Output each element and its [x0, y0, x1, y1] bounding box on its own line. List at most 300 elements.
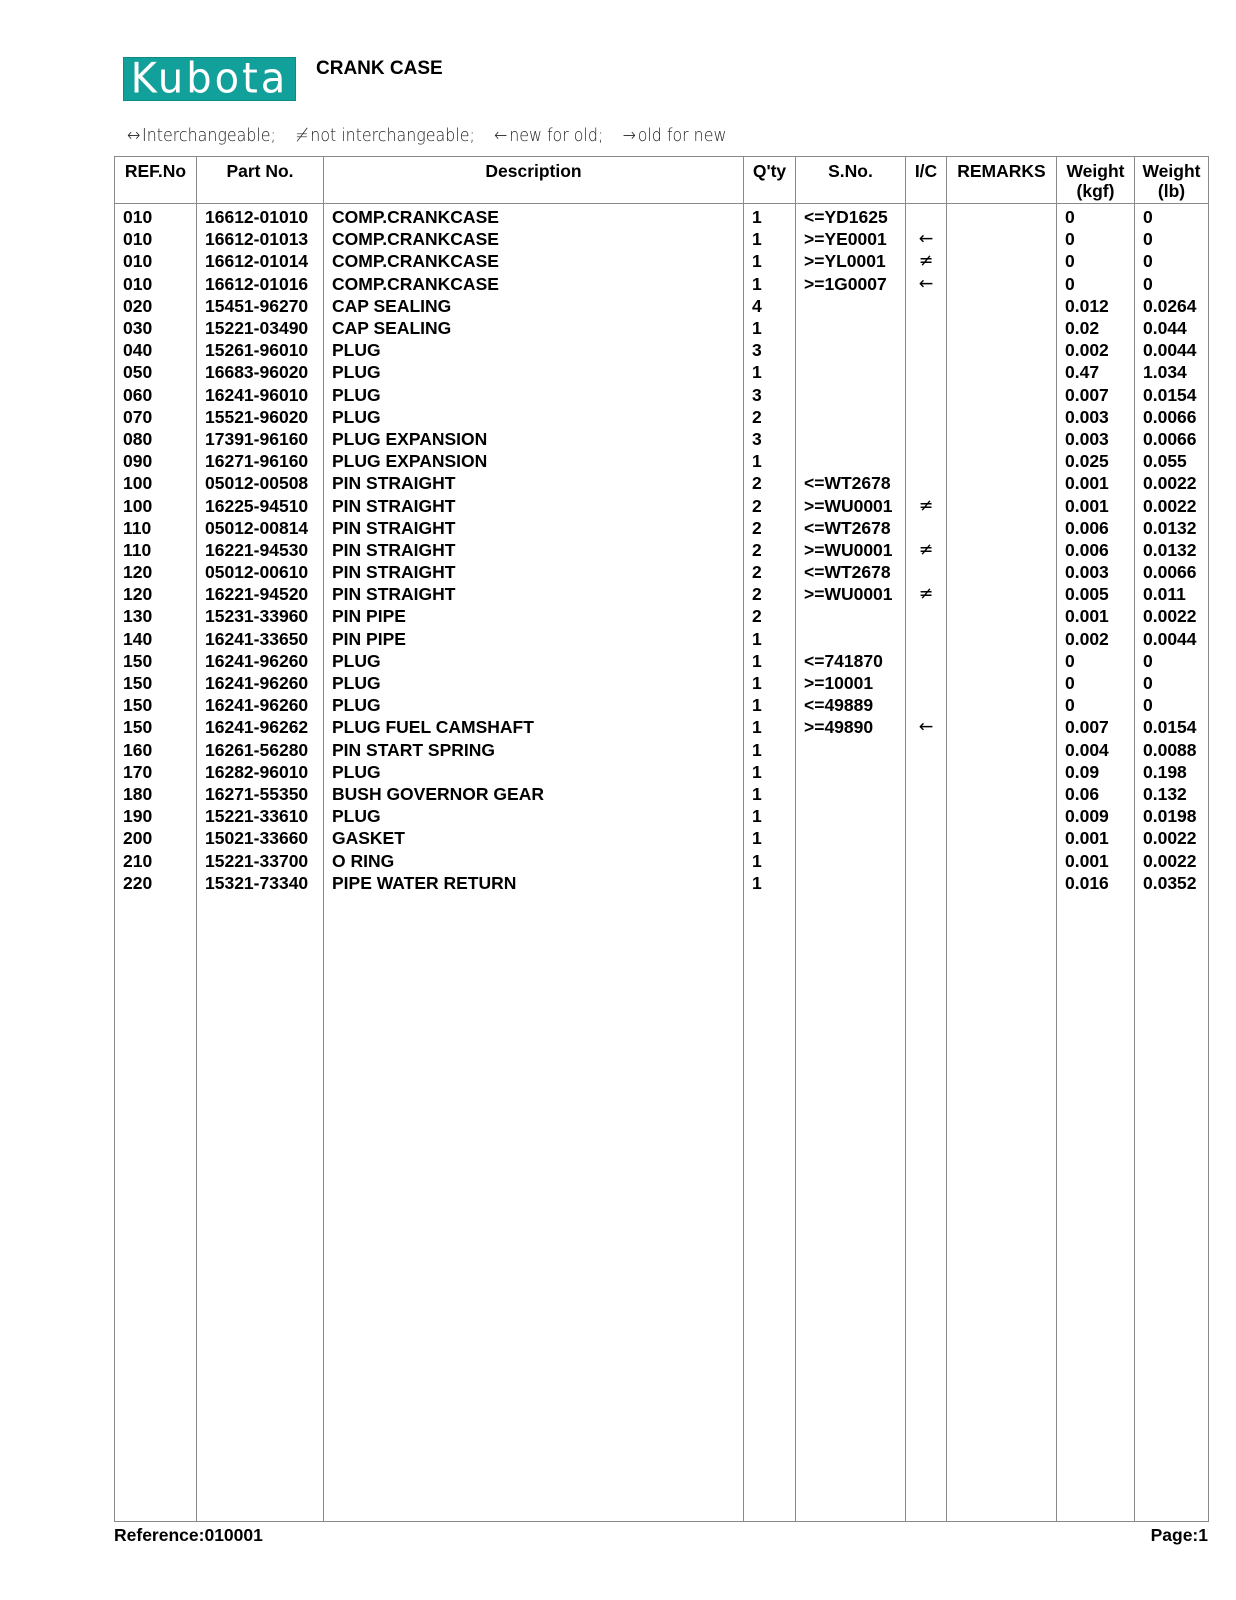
cell-part-no: 16221-94520 — [197, 583, 324, 605]
cell-weight-kgf: 0 — [1057, 273, 1135, 295]
legend-text: Interchangeable; — [142, 125, 276, 146]
col-weight-kgf: Weight (kgf) — [1057, 157, 1135, 204]
cell-weight-lb: 0 — [1135, 650, 1209, 672]
table-row — [115, 672, 1209, 694]
logo-text: Kubota — [130, 54, 289, 104]
cell-part-no: 16241-96260 — [197, 650, 324, 672]
cell-weight-lb: 0.055 — [1135, 450, 1209, 472]
cell-weight-lb: 0 — [1135, 228, 1209, 250]
cell-qty: 1 — [744, 849, 796, 871]
cell-ref-no: 160 — [115, 739, 197, 761]
table-row — [115, 650, 1209, 672]
cell-weight-kgf: 0 — [1057, 228, 1135, 250]
cell-qty: 1 — [744, 761, 796, 783]
cell-qty: 2 — [744, 583, 796, 605]
cell-remarks — [947, 317, 1057, 339]
cell-remarks — [947, 672, 1057, 694]
cell-remarks — [947, 450, 1057, 472]
cell-weight-lb: 1.034 — [1135, 361, 1209, 383]
cell-ic — [906, 317, 947, 339]
cell-ic — [906, 384, 947, 406]
page-number: Page:1 — [1150, 1525, 1208, 1545]
cell-description: PIN STRAIGHT — [324, 539, 744, 561]
cell-serial-no — [796, 827, 906, 849]
cell-ref-no: 100 — [115, 472, 197, 494]
cell-weight-kgf: 0.006 — [1057, 517, 1135, 539]
table-row — [115, 450, 1209, 472]
cell-weight-lb: 0.0132 — [1135, 517, 1209, 539]
cell-description: BUSH GOVERNOR GEAR — [324, 783, 744, 805]
legend-symbol-icon: ↔ — [127, 125, 141, 146]
cell-remarks — [947, 539, 1057, 561]
cell-ic: ≠ — [906, 583, 947, 605]
cell-qty: 1 — [744, 228, 796, 250]
cell-ic — [906, 561, 947, 583]
cell-remarks — [947, 628, 1057, 650]
cell-weight-kgf: 0.016 — [1057, 872, 1135, 894]
cell-remarks — [947, 428, 1057, 450]
filler-cell — [1057, 894, 1135, 1522]
cell-description: PLUG — [324, 361, 744, 383]
cell-qty: 1 — [744, 317, 796, 339]
cell-description: PIN STRAIGHT — [324, 472, 744, 494]
cell-qty: 4 — [744, 295, 796, 317]
cell-description: PLUG — [324, 672, 744, 694]
cell-remarks — [947, 849, 1057, 871]
cell-ref-no: 020 — [115, 295, 197, 317]
table-row — [115, 494, 1209, 516]
cell-remarks — [947, 650, 1057, 672]
cell-weight-kgf: 0 — [1057, 204, 1135, 229]
table-row — [115, 361, 1209, 383]
cell-ic — [906, 295, 947, 317]
cell-qty: 3 — [744, 428, 796, 450]
cell-ref-no: 090 — [115, 450, 197, 472]
reference-number: Reference:010001 — [114, 1525, 263, 1545]
cell-serial-no: >=WU0001 — [796, 539, 906, 561]
cell-remarks — [947, 361, 1057, 383]
parts-table-body — [115, 204, 1209, 1522]
cell-qty: 1 — [744, 783, 796, 805]
cell-weight-kgf: 0.002 — [1057, 628, 1135, 650]
table-row — [115, 204, 1209, 229]
filler-cell — [906, 894, 947, 1522]
cell-weight-kgf: 0.002 — [1057, 339, 1135, 361]
col-ref-no: REF.No — [115, 157, 197, 204]
cell-weight-lb: 0 — [1135, 694, 1209, 716]
cell-description: PIN START SPRING — [324, 739, 744, 761]
table-row — [115, 295, 1209, 317]
cell-qty: 3 — [744, 339, 796, 361]
cell-weight-lb: 0.0132 — [1135, 539, 1209, 561]
cell-weight-lb: 0.0022 — [1135, 827, 1209, 849]
table-row — [115, 805, 1209, 827]
cell-remarks — [947, 605, 1057, 627]
cell-part-no: 16241-96260 — [197, 694, 324, 716]
cell-ref-no: 140 — [115, 628, 197, 650]
table-row — [115, 472, 1209, 494]
col-description: Description — [324, 157, 744, 204]
cell-remarks — [947, 384, 1057, 406]
cell-description: PIN STRAIGHT — [324, 517, 744, 539]
cell-weight-lb: 0.0264 — [1135, 295, 1209, 317]
cell-description: PLUG EXPANSION — [324, 450, 744, 472]
table-row — [115, 317, 1209, 339]
col-part-no: Part No. — [197, 157, 324, 204]
cell-serial-no — [796, 605, 906, 627]
cell-ref-no: 100 — [115, 494, 197, 516]
cell-weight-kgf: 0.007 — [1057, 716, 1135, 738]
cell-weight-lb: 0 — [1135, 204, 1209, 229]
cell-serial-no — [796, 628, 906, 650]
table-row — [115, 872, 1209, 894]
cell-ic — [906, 204, 947, 229]
cell-weight-kgf: 0.47 — [1057, 361, 1135, 383]
cell-weight-kgf: 0.02 — [1057, 317, 1135, 339]
cell-qty: 1 — [744, 450, 796, 472]
cell-serial-no: <=WT2678 — [796, 517, 906, 539]
cell-description: PIN STRAIGHT — [324, 561, 744, 583]
cell-remarks — [947, 295, 1057, 317]
legend-text: not interchangeable; — [310, 125, 475, 146]
cell-weight-lb: 0.0154 — [1135, 384, 1209, 406]
cell-part-no: 16241-33650 — [197, 628, 324, 650]
cell-ref-no: 150 — [115, 650, 197, 672]
cell-part-no: 05012-00508 — [197, 472, 324, 494]
cell-serial-no — [796, 872, 906, 894]
cell-ic — [906, 517, 947, 539]
cell-ref-no: 200 — [115, 827, 197, 849]
cell-serial-no: <=YD1625 — [796, 204, 906, 229]
cell-qty: 1 — [744, 739, 796, 761]
table-row — [115, 716, 1209, 738]
cell-ref-no: 170 — [115, 761, 197, 783]
cell-ic — [906, 472, 947, 494]
table-row — [115, 228, 1209, 250]
parts-table — [114, 156, 1209, 1522]
cell-serial-no: >=WU0001 — [796, 494, 906, 516]
cell-remarks — [947, 472, 1057, 494]
cell-weight-kgf: 0.012 — [1057, 295, 1135, 317]
cell-weight-lb: 0.0066 — [1135, 561, 1209, 583]
cell-weight-kgf: 0.009 — [1057, 805, 1135, 827]
cell-remarks — [947, 273, 1057, 295]
cell-part-no: 05012-00814 — [197, 517, 324, 539]
cell-ic: ≠ — [906, 539, 947, 561]
cell-weight-lb: 0 — [1135, 273, 1209, 295]
cell-part-no: 16612-01010 — [197, 204, 324, 229]
cell-serial-no: >=YL0001 — [796, 250, 906, 272]
cell-part-no: 16612-01016 — [197, 273, 324, 295]
cell-weight-lb: 0.132 — [1135, 783, 1209, 805]
cell-weight-kgf: 0.001 — [1057, 472, 1135, 494]
cell-remarks — [947, 716, 1057, 738]
cell-qty: 1 — [744, 716, 796, 738]
cell-ref-no: 110 — [115, 539, 197, 561]
cell-description: PIN STRAIGHT — [324, 494, 744, 516]
cell-ref-no: 050 — [115, 361, 197, 383]
cell-description: PLUG — [324, 761, 744, 783]
table-row — [115, 273, 1209, 295]
cell-weight-kgf: 0.001 — [1057, 494, 1135, 516]
cell-serial-no: <=49889 — [796, 694, 906, 716]
cell-weight-kgf: 0.005 — [1057, 583, 1135, 605]
cell-remarks — [947, 739, 1057, 761]
table-row — [115, 605, 1209, 627]
cell-weight-kgf: 0.001 — [1057, 827, 1135, 849]
cell-remarks — [947, 805, 1057, 827]
cell-weight-lb: 0 — [1135, 672, 1209, 694]
cell-weight-lb: 0 — [1135, 250, 1209, 272]
filler-cell — [947, 894, 1057, 1522]
cell-description: PLUG — [324, 805, 744, 827]
filler-cell — [1135, 894, 1209, 1522]
cell-ref-no: 150 — [115, 716, 197, 738]
cell-serial-no — [796, 761, 906, 783]
table-row — [115, 739, 1209, 761]
cell-ref-no: 110 — [115, 517, 197, 539]
cell-ref-no: 130 — [115, 605, 197, 627]
cell-qty: 2 — [744, 517, 796, 539]
cell-weight-kgf: 0 — [1057, 650, 1135, 672]
cell-ic — [906, 872, 947, 894]
cell-weight-kgf: 0.001 — [1057, 849, 1135, 871]
cell-ic: ← — [906, 228, 947, 250]
cell-serial-no — [796, 361, 906, 383]
cell-weight-lb: 0.0352 — [1135, 872, 1209, 894]
legend-symbol-icon: ≠ — [295, 125, 309, 146]
col-ic: I/C — [906, 157, 947, 204]
cell-weight-kgf: 0 — [1057, 694, 1135, 716]
cell-ic — [906, 672, 947, 694]
cell-ic — [906, 361, 947, 383]
cell-qty: 2 — [744, 605, 796, 627]
cell-remarks — [947, 517, 1057, 539]
cell-serial-no — [796, 384, 906, 406]
cell-qty: 1 — [744, 361, 796, 383]
cell-ic: ≠ — [906, 250, 947, 272]
cell-ref-no: 010 — [115, 204, 197, 229]
cell-remarks — [947, 561, 1057, 583]
legend — [127, 125, 746, 146]
cell-description: COMP.CRANKCASE — [324, 250, 744, 272]
cell-remarks — [947, 250, 1057, 272]
cell-remarks — [947, 783, 1057, 805]
cell-ref-no: 040 — [115, 339, 197, 361]
cell-weight-lb: 0.0154 — [1135, 716, 1209, 738]
col-serial-no: S.No. — [796, 157, 906, 204]
cell-part-no: 16271-96160 — [197, 450, 324, 472]
cell-qty: 1 — [744, 805, 796, 827]
cell-ic — [906, 605, 947, 627]
cell-remarks — [947, 494, 1057, 516]
cell-weight-kgf: 0 — [1057, 250, 1135, 272]
cell-description: O RING — [324, 849, 744, 871]
col-weight-lb: Weight (lb) — [1135, 157, 1209, 204]
table-header-row — [115, 157, 1209, 204]
cell-qty: 2 — [744, 494, 796, 516]
table-row — [115, 783, 1209, 805]
cell-ic — [906, 406, 947, 428]
table-row — [115, 250, 1209, 272]
table-row — [115, 694, 1209, 716]
cell-ref-no: 010 — [115, 228, 197, 250]
cell-part-no: 15231-33960 — [197, 605, 324, 627]
cell-weight-kgf: 0.06 — [1057, 783, 1135, 805]
cell-part-no: 16241-96262 — [197, 716, 324, 738]
cell-qty: 1 — [744, 628, 796, 650]
cell-serial-no — [796, 428, 906, 450]
cell-description: PLUG — [324, 694, 744, 716]
cell-qty: 1 — [744, 273, 796, 295]
cell-ic — [906, 628, 947, 650]
cell-weight-kgf: 0.004 — [1057, 739, 1135, 761]
cell-weight-lb: 0.0066 — [1135, 428, 1209, 450]
cell-serial-no — [796, 450, 906, 472]
cell-description: GASKET — [324, 827, 744, 849]
cell-part-no: 17391-96160 — [197, 428, 324, 450]
cell-serial-no: >=49890 — [796, 716, 906, 738]
cell-weight-kgf: 0.003 — [1057, 428, 1135, 450]
cell-qty: 2 — [744, 406, 796, 428]
cell-serial-no — [796, 783, 906, 805]
cell-remarks — [947, 827, 1057, 849]
cell-qty: 1 — [744, 672, 796, 694]
cell-serial-no: <=WT2678 — [796, 472, 906, 494]
table-row — [115, 827, 1209, 849]
legend-item — [127, 125, 276, 146]
cell-part-no: 16221-94530 — [197, 539, 324, 561]
cell-serial-no: >=WU0001 — [796, 583, 906, 605]
cell-ref-no: 120 — [115, 561, 197, 583]
cell-remarks — [947, 406, 1057, 428]
legend-symbol-icon: ← — [494, 125, 508, 146]
legend-symbol-icon: → — [622, 125, 636, 146]
cell-weight-lb: 0.0066 — [1135, 406, 1209, 428]
cell-weight-kgf: 0.09 — [1057, 761, 1135, 783]
cell-weight-kgf: 0 — [1057, 672, 1135, 694]
filler-cell — [324, 894, 744, 1522]
cell-ref-no: 120 — [115, 583, 197, 605]
cell-qty: 1 — [744, 827, 796, 849]
cell-description: CAP SEALING — [324, 295, 744, 317]
page-title: CRANK CASE — [316, 58, 443, 79]
cell-weight-lb: 0.0044 — [1135, 628, 1209, 650]
cell-description: PLUG — [324, 384, 744, 406]
cell-qty: 1 — [744, 204, 796, 229]
cell-serial-no: >=1G0007 — [796, 273, 906, 295]
cell-part-no: 15521-96020 — [197, 406, 324, 428]
cell-weight-kgf: 0.006 — [1057, 539, 1135, 561]
table-row — [115, 406, 1209, 428]
cell-part-no: 16225-94510 — [197, 494, 324, 516]
filler-cell — [197, 894, 324, 1522]
cell-ic — [906, 761, 947, 783]
cell-qty: 1 — [744, 694, 796, 716]
cell-serial-no — [796, 317, 906, 339]
cell-description: COMP.CRANKCASE — [324, 273, 744, 295]
cell-remarks — [947, 694, 1057, 716]
table-row — [115, 583, 1209, 605]
cell-ic — [906, 428, 947, 450]
filler-cell — [744, 894, 796, 1522]
col-qty: Q'ty — [744, 157, 796, 204]
cell-qty: 2 — [744, 472, 796, 494]
cell-weight-kgf: 0.003 — [1057, 406, 1135, 428]
cell-ic — [906, 650, 947, 672]
cell-part-no: 15021-33660 — [197, 827, 324, 849]
cell-ic — [906, 339, 947, 361]
cell-part-no: 16241-96260 — [197, 672, 324, 694]
cell-ic — [906, 739, 947, 761]
cell-weight-lb: 0.0022 — [1135, 605, 1209, 627]
kubota-logo — [123, 54, 296, 104]
cell-description: PLUG — [324, 339, 744, 361]
cell-weight-kgf: 0.001 — [1057, 605, 1135, 627]
cell-description: PLUG — [324, 406, 744, 428]
cell-part-no: 16241-96010 — [197, 384, 324, 406]
legend-item — [623, 125, 727, 146]
cell-serial-no — [796, 849, 906, 871]
cell-ref-no: 010 — [115, 250, 197, 272]
cell-part-no: 05012-00610 — [197, 561, 324, 583]
cell-ic: ≠ — [906, 494, 947, 516]
cell-qty: 2 — [744, 539, 796, 561]
legend-item — [295, 125, 475, 146]
cell-part-no: 16282-96010 — [197, 761, 324, 783]
cell-description: PLUG FUEL CAMSHAFT — [324, 716, 744, 738]
table-row — [115, 428, 1209, 450]
cell-ic: ← — [906, 716, 947, 738]
cell-weight-kgf: 0.025 — [1057, 450, 1135, 472]
cell-remarks — [947, 228, 1057, 250]
cell-ref-no: 180 — [115, 783, 197, 805]
cell-qty: 2 — [744, 561, 796, 583]
table-row — [115, 517, 1209, 539]
cell-part-no: 15321-73340 — [197, 872, 324, 894]
table-row — [115, 849, 1209, 871]
cell-ic — [906, 450, 947, 472]
cell-weight-lb: 0.0022 — [1135, 849, 1209, 871]
cell-part-no: 15261-96010 — [197, 339, 324, 361]
cell-part-no: 15451-96270 — [197, 295, 324, 317]
cell-ref-no: 150 — [115, 672, 197, 694]
cell-serial-no: <=741870 — [796, 650, 906, 672]
cell-ref-no: 080 — [115, 428, 197, 450]
cell-ref-no: 030 — [115, 317, 197, 339]
cell-weight-lb: 0.0044 — [1135, 339, 1209, 361]
cell-part-no: 16683-96020 — [197, 361, 324, 383]
cell-ref-no: 220 — [115, 872, 197, 894]
cell-ic — [906, 849, 947, 871]
cell-remarks — [947, 204, 1057, 229]
table-row — [115, 384, 1209, 406]
cell-description: PLUG — [324, 650, 744, 672]
cell-serial-no — [796, 295, 906, 317]
legend-text: new for old; — [509, 125, 604, 146]
cell-serial-no — [796, 406, 906, 428]
cell-description: COMP.CRANKCASE — [324, 228, 744, 250]
cell-part-no: 15221-33610 — [197, 805, 324, 827]
cell-remarks — [947, 339, 1057, 361]
cell-weight-kgf: 0.003 — [1057, 561, 1135, 583]
cell-weight-lb: 0.0022 — [1135, 472, 1209, 494]
cell-qty: 1 — [744, 250, 796, 272]
cell-weight-kgf: 0.007 — [1057, 384, 1135, 406]
cell-serial-no — [796, 739, 906, 761]
cell-weight-lb: 0.0022 — [1135, 494, 1209, 516]
cell-description: PLUG EXPANSION — [324, 428, 744, 450]
